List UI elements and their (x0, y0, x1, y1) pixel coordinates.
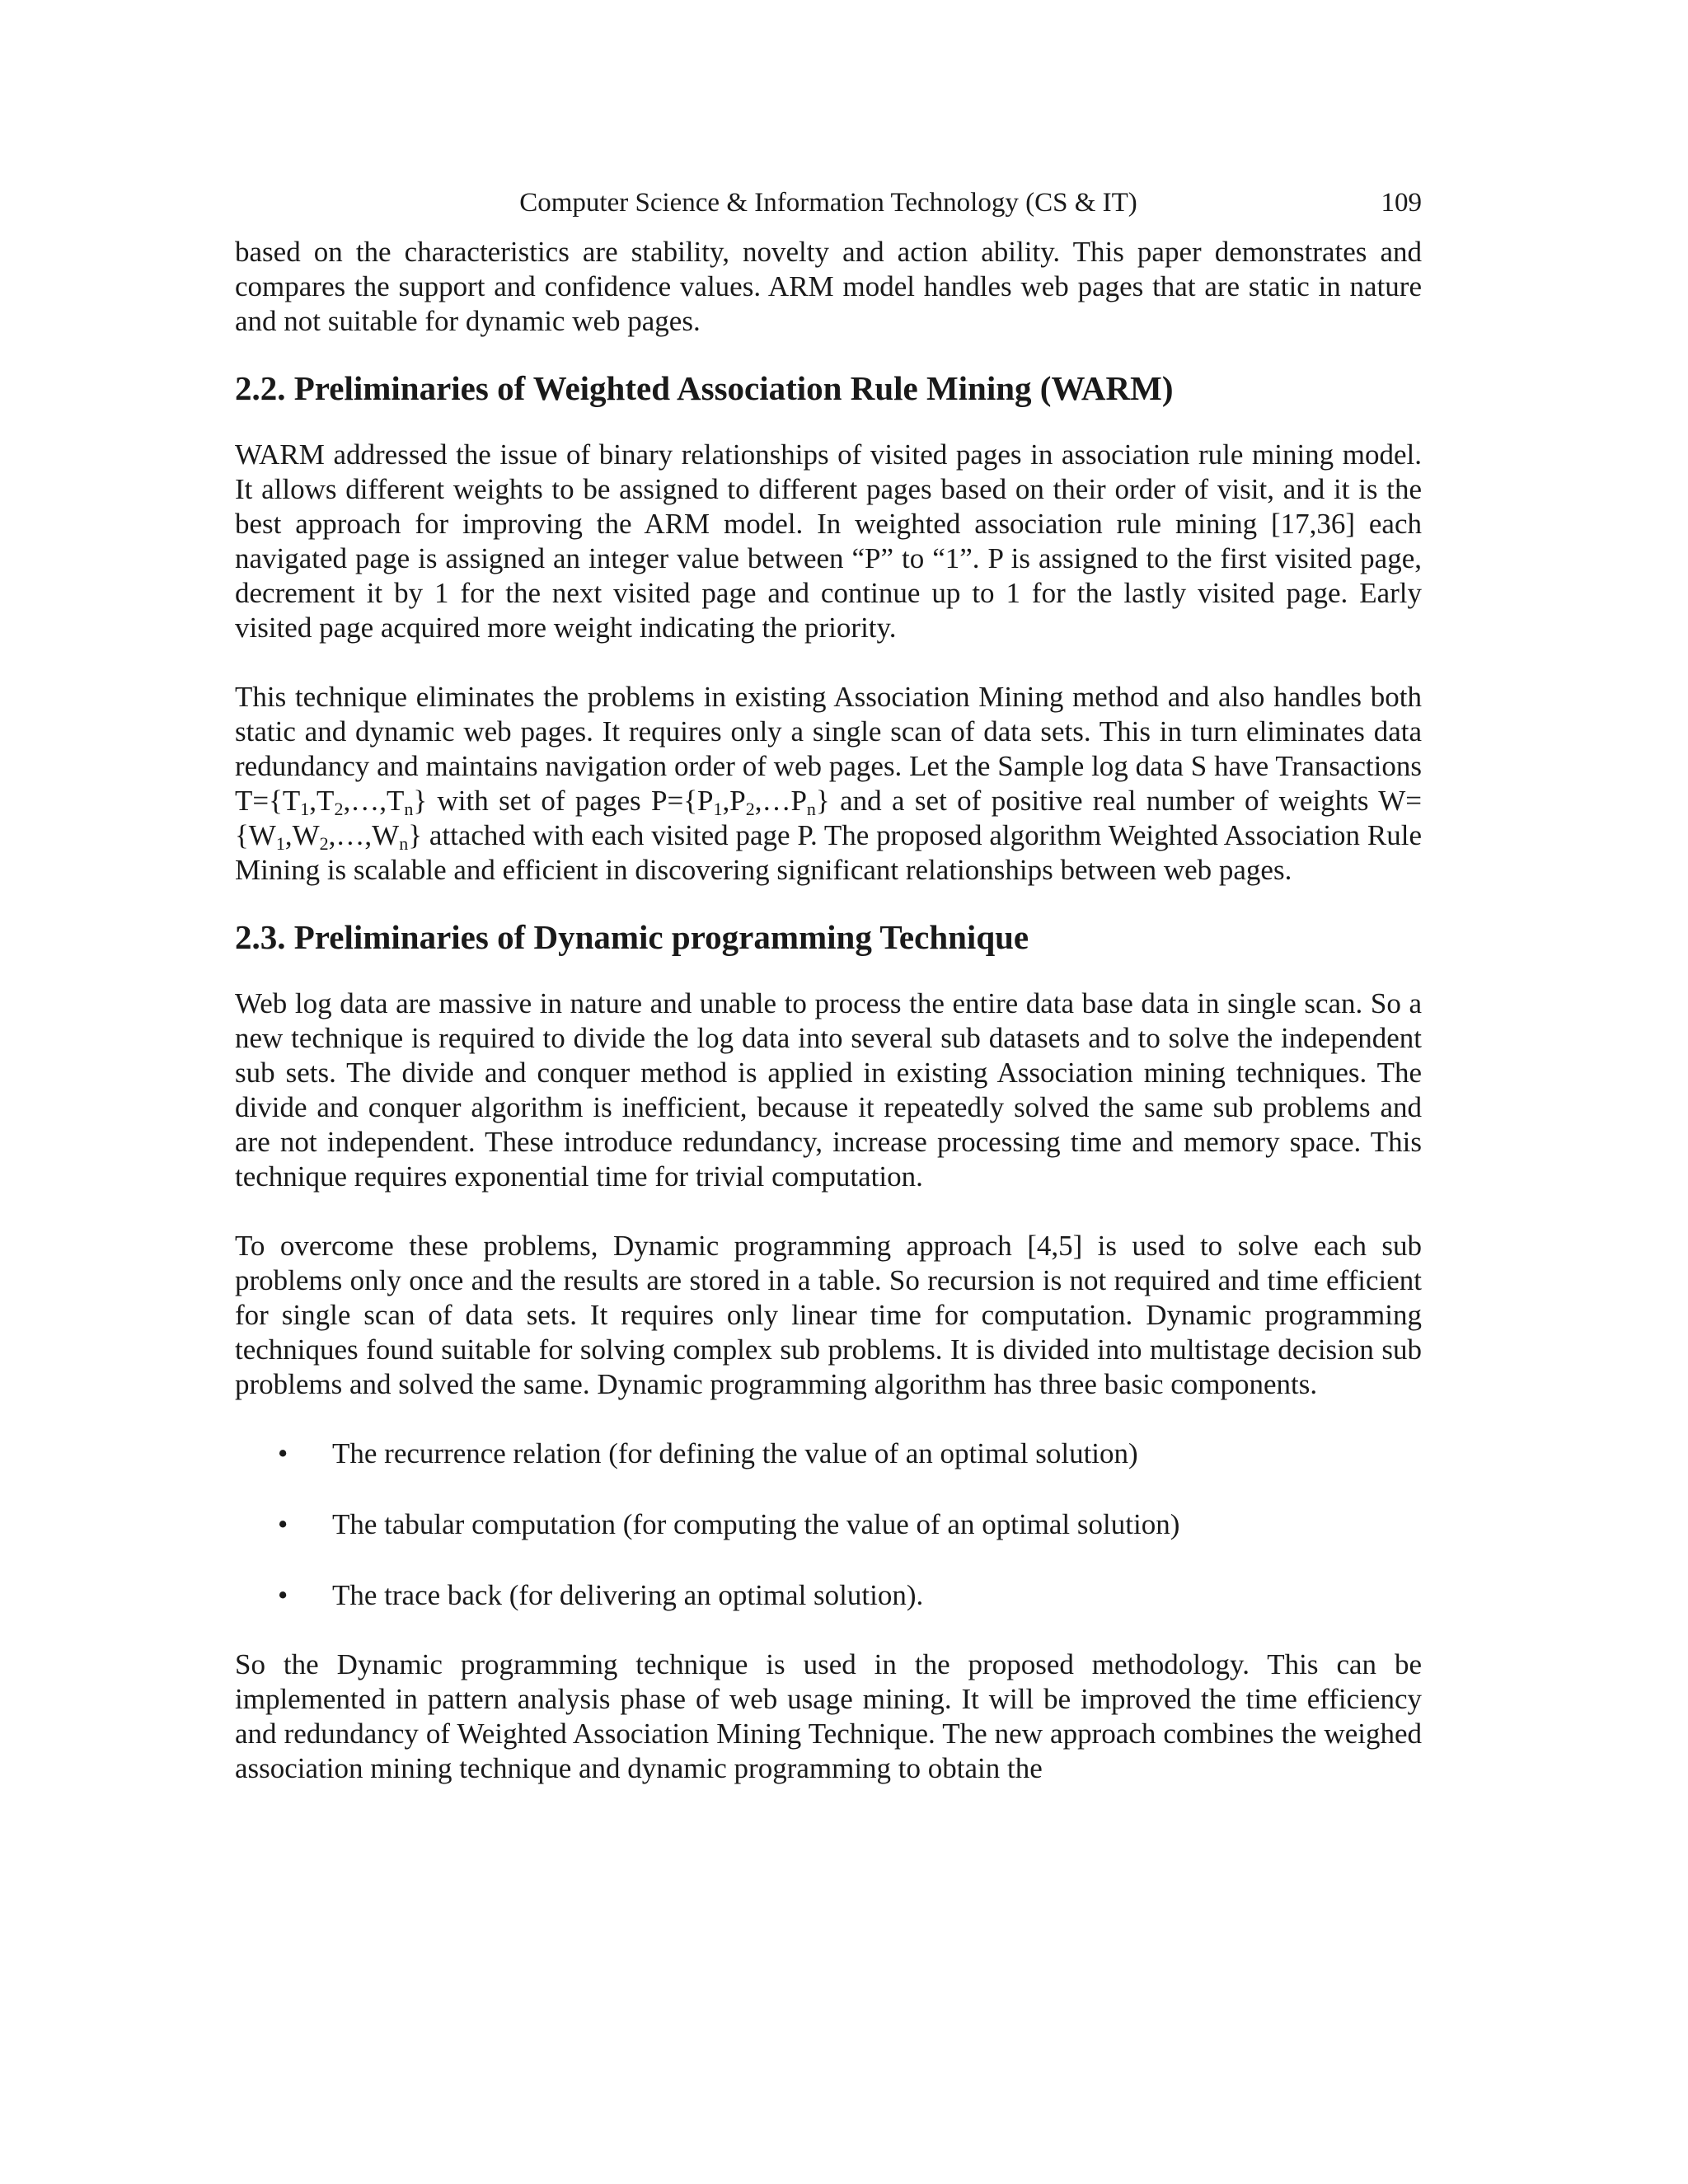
section-heading-2-3: 2.3. Preliminaries of Dynamic programming Technique (235, 918, 1029, 956)
components-list (235, 1436, 1422, 1613)
text-run: This technique eliminates the problems in existing Association Mining method and also handles both static and dynamic web pages. It requires only a single scan of data sets. This in turn eliminates data redundancy and maintains navigation order of web pages. Let the Sample log data S have Transactions T={T (235, 681, 1422, 817)
text-run: ,W (284, 819, 320, 851)
paragraph-dp-intro: Web log data are massive in nature and unable to process the entire data base data in single scan. So a new technique is required to divide the log data into several sub datasets and to solve the independent sub sets. The divide and conquer method is applied in existing Association mining techniques. The divide and conquer algorithm is inefficient, because it repeatedly solved the same sub problems and are not independent. These introduce redundancy, increase processing time and memory space. This technique requires exponential time for trivial computation. (235, 987, 1422, 1193)
list-item-text: The trace back (for delivering an optimal solution). (332, 1579, 924, 1611)
paragraph-proposed-method: So the Dynamic programming technique is used in the proposed methodology. This can be implemented in pattern analysis phase of web usage mining. It will be improved the time efficiency and redundancy of Weighted Association Mining Technique. The new approach combines the weighed association mining technique and dynamic programming to obtain the (235, 1648, 1422, 1784)
subscript: 1 (300, 799, 310, 819)
list-item (235, 1507, 1422, 1542)
running-header (235, 183, 1422, 226)
paragraph-warm-intro: WARM addressed the issue of binary relationships of visited pages in association rule mining model. It allows different weights to be assigned to different pages based on their order of visit, and it is the best approach for improving the ARM model. In weighted association rule mining [17,36] each navigated page is assigned an integer value between “P” to “1”. P is assigned to the first visited page, decrement it by 1 for the next visited page and continue up to 1 for the lastly visited page. Early visited page acquired more weight indicating the priority. (235, 438, 1422, 644)
page-number: 109 (1381, 188, 1422, 218)
list-item-text: The recurrence relation (for defining the value of an optimal solution) (332, 1437, 1138, 1469)
text-run: ,…P (754, 785, 807, 817)
bullet-icon: • (278, 1508, 288, 1540)
text-run: ,…,W (328, 819, 400, 851)
subscript: 2 (334, 799, 344, 819)
bullet-icon: • (278, 1437, 288, 1469)
list-item (235, 1436, 1422, 1471)
bullet-icon: • (278, 1579, 288, 1611)
paragraph-continued: based on the characteristics are stability, novelty and action ability. This paper demonstrates and compares the support and confidence values. ARM model handles web pages that are static in nature and not suitable for dynamic web pages. (235, 236, 1422, 337)
subscript: 2 (319, 833, 329, 854)
subscript: n (399, 833, 409, 854)
subscript: 1 (275, 833, 285, 854)
journal-title: Computer Science & Information Technology (CS & IT) (519, 188, 1137, 218)
subscript: n (404, 799, 414, 819)
text-run: ,…,T (343, 785, 405, 817)
text-run: } attached with each visited page P. The proposed algorithm Weighted Association Rule Mining is scalable and efficient in discovering significant relationships between web pages. (235, 819, 1422, 886)
subscript: 1 (713, 799, 723, 819)
subscript: n (806, 799, 816, 819)
section-heading-2-2: 2.2. Preliminaries of Weighted Association Rule Mining (WARM) (235, 369, 1174, 407)
list-item (235, 1578, 1422, 1613)
text-run: ,T (309, 785, 335, 817)
page-body (235, 235, 1422, 1786)
text-run: } with set of pages P={P (413, 785, 714, 817)
paragraph-dp-approach: To overcome these problems, Dynamic programming approach [4,5] is used to solve each sub problems only once and the results are stored in a table. So recursion is not required and time efficient for single scan of data sets. It requires only linear time for computation. Dynamic programming techniques found suitable for solving complex sub problems. It is divided into multistage decision sub problems and solved the same. Dynamic programming algorithm has three basic components. (235, 1230, 1422, 1400)
text-run: ,P (722, 785, 746, 817)
text-run: } and a set of positive real number of weights W={W (235, 785, 1422, 851)
subscript: 2 (745, 799, 755, 819)
paragraph-warm-technique (235, 680, 1422, 888)
list-item-text: The tabular computation (for computing the value of an optimal solution) (332, 1508, 1180, 1540)
